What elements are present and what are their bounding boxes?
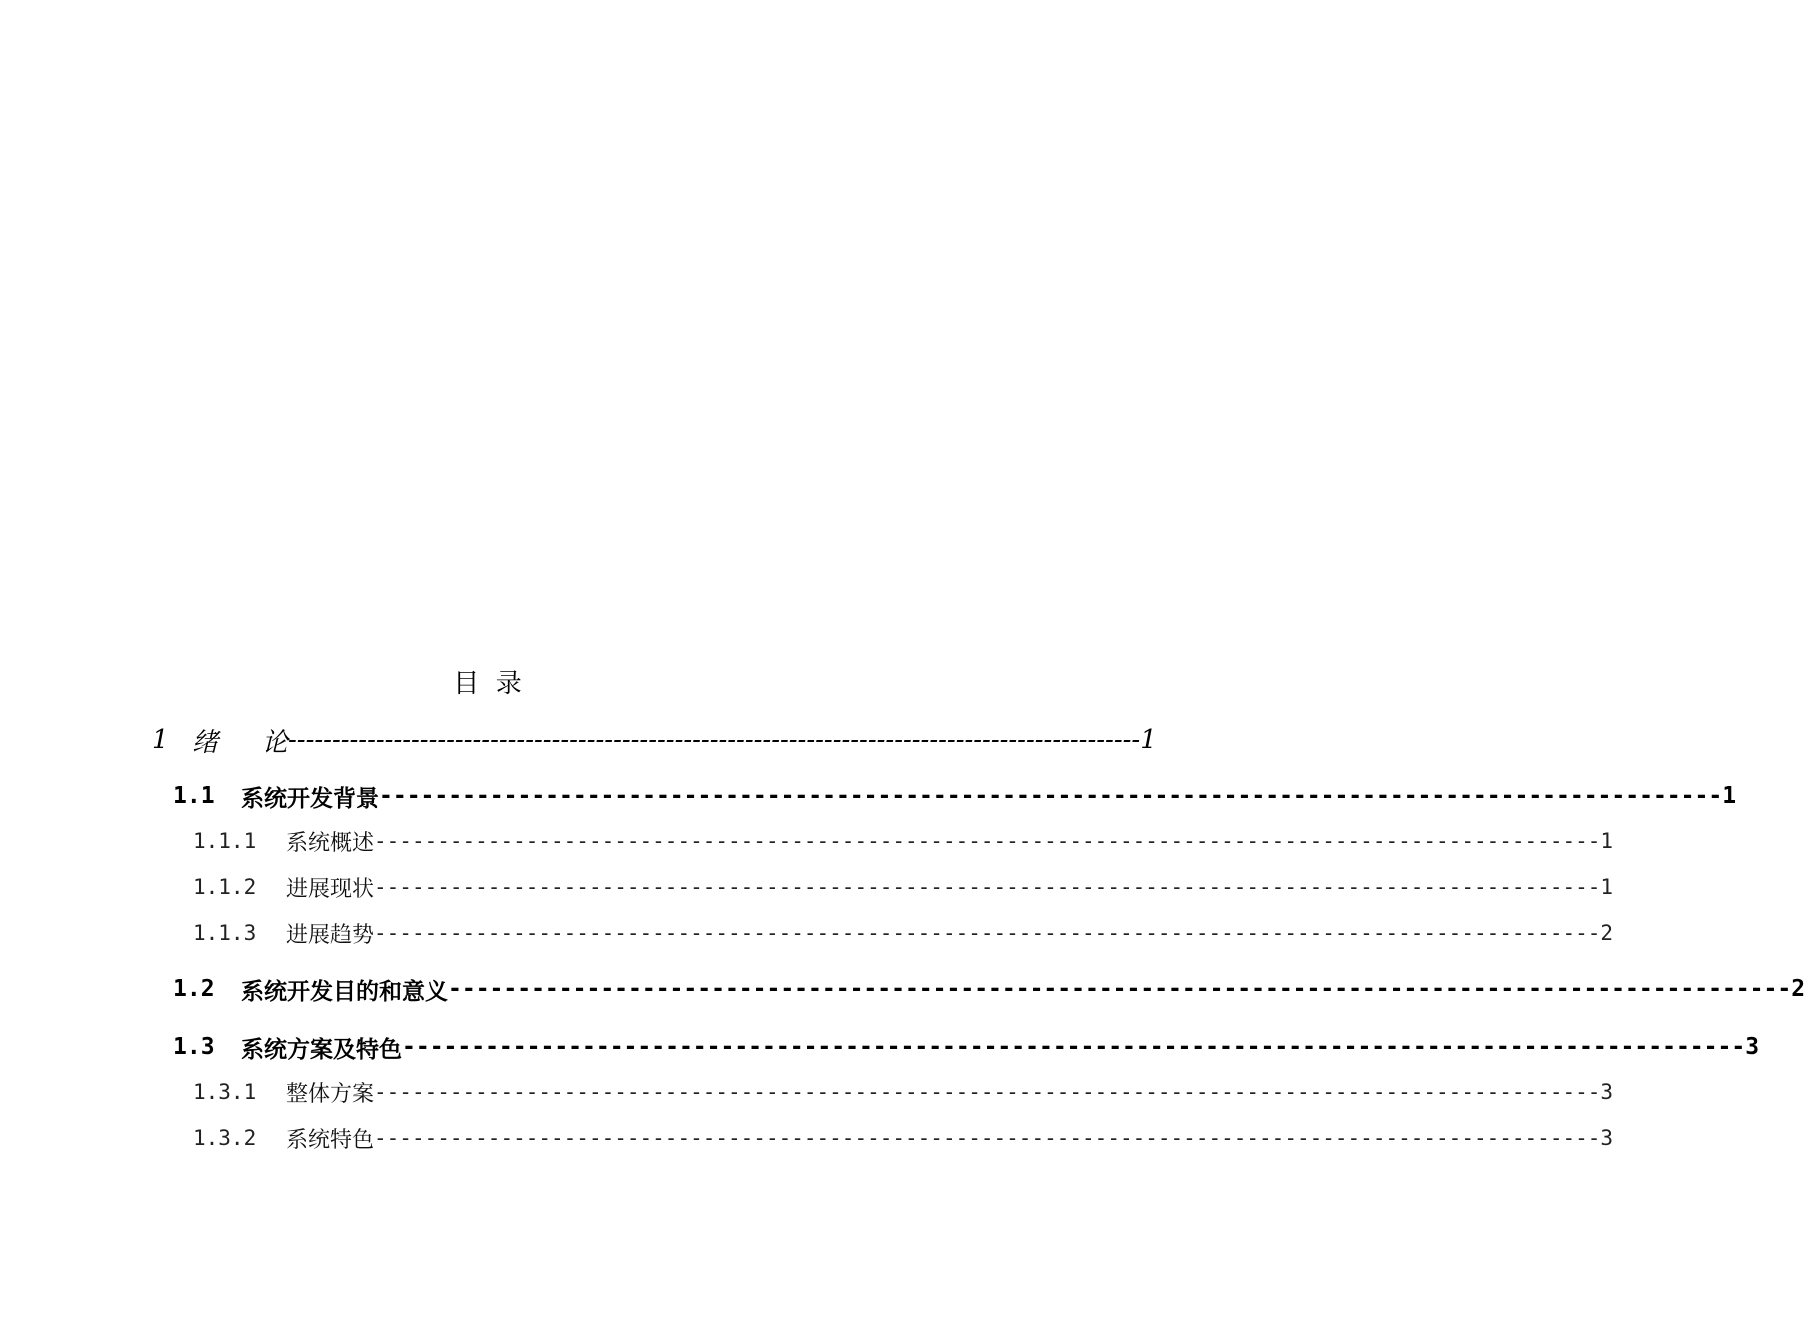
toc-leader: ------------------------------------------------------------------------------------------------- — [448, 976, 1792, 1002]
toc-leader: ------------------------------------------------------------------------------------------------- — [288, 725, 1141, 755]
toc-entry-section-1-2[interactable] — [173, 970, 1805, 1008]
toc-entry-subsection-1-1-1[interactable] — [193, 823, 1614, 859]
toc-entry-page: 1 — [1722, 783, 1737, 809]
toc-entry-subsection-1-3-2[interactable] — [193, 1120, 1614, 1156]
toc-leader: ------------------------------------------------------------------------------------------------- — [402, 1034, 1746, 1060]
toc-entry-number: 1.1.1 — [193, 829, 257, 853]
toc-title: 目 录 — [453, 669, 522, 699]
toc-entry-number: 1.1.2 — [193, 875, 257, 899]
toc-entry-text: 系统方案及特色 — [241, 1036, 402, 1063]
toc-leader: ------------------------------------------------------------------------------------------------- — [379, 783, 1723, 809]
toc-entry-number: 1 — [152, 725, 169, 755]
toc-entry-page: 3 — [1745, 1034, 1760, 1060]
toc-entry-text: 系统开发背景 — [241, 785, 379, 812]
toc-entry-text: 整体方案 — [286, 1081, 375, 1107]
toc-entry-page: 3 — [1600, 1080, 1614, 1104]
toc-entry-chapter-1[interactable] — [152, 720, 1157, 760]
toc-entry-section-1-1[interactable] — [173, 777, 1737, 815]
toc-leader: ------------------------------------------------------------------------------------------------- — [374, 1126, 1601, 1150]
toc-entry-text: 系统开发目的和意义 — [241, 978, 448, 1005]
toc-entry-number: 1.3.1 — [193, 1080, 257, 1104]
toc-entry-subsection-1-1-2[interactable] — [193, 869, 1614, 905]
toc-entry-page: 1 — [1140, 725, 1157, 755]
toc-entry-page: 2 — [1791, 976, 1805, 1002]
toc-entry-text: 系统概述 — [286, 830, 375, 856]
toc-entry-page: 3 — [1600, 1126, 1614, 1150]
toc-leader: ------------------------------------------------------------------------------------------------- — [374, 1080, 1601, 1104]
toc-entry-text: 绪论 — [192, 727, 333, 758]
toc-entry-number: 1.1.3 — [193, 921, 257, 945]
toc-entry-page: 1 — [1600, 875, 1614, 899]
toc-leader: ------------------------------------------------------------------------------------------------- — [374, 875, 1601, 899]
toc-entry-page: 2 — [1600, 921, 1614, 945]
toc-entry-page: 1 — [1600, 829, 1614, 853]
toc-entry-number: 1.1 — [173, 783, 215, 809]
toc-entry-subsection-1-1-3[interactable] — [193, 915, 1614, 951]
toc-entry-subsection-1-3-1[interactable] — [193, 1074, 1614, 1110]
toc-entry-number: 1.3 — [173, 1034, 215, 1060]
toc-entry-text: 系统特色 — [286, 1127, 375, 1153]
toc-leader: ------------------------------------------------------------------------------------------------- — [374, 921, 1601, 945]
toc-entry-number: 1.2 — [173, 976, 215, 1002]
toc-entry-section-1-3[interactable] — [173, 1028, 1760, 1066]
toc-entry-text: 进展趋势 — [286, 922, 375, 948]
toc-leader: ------------------------------------------------------------------------------------------------- — [374, 829, 1601, 853]
toc-entry-text: 进展现状 — [286, 876, 375, 902]
toc-entry-number: 1.3.2 — [193, 1126, 257, 1150]
